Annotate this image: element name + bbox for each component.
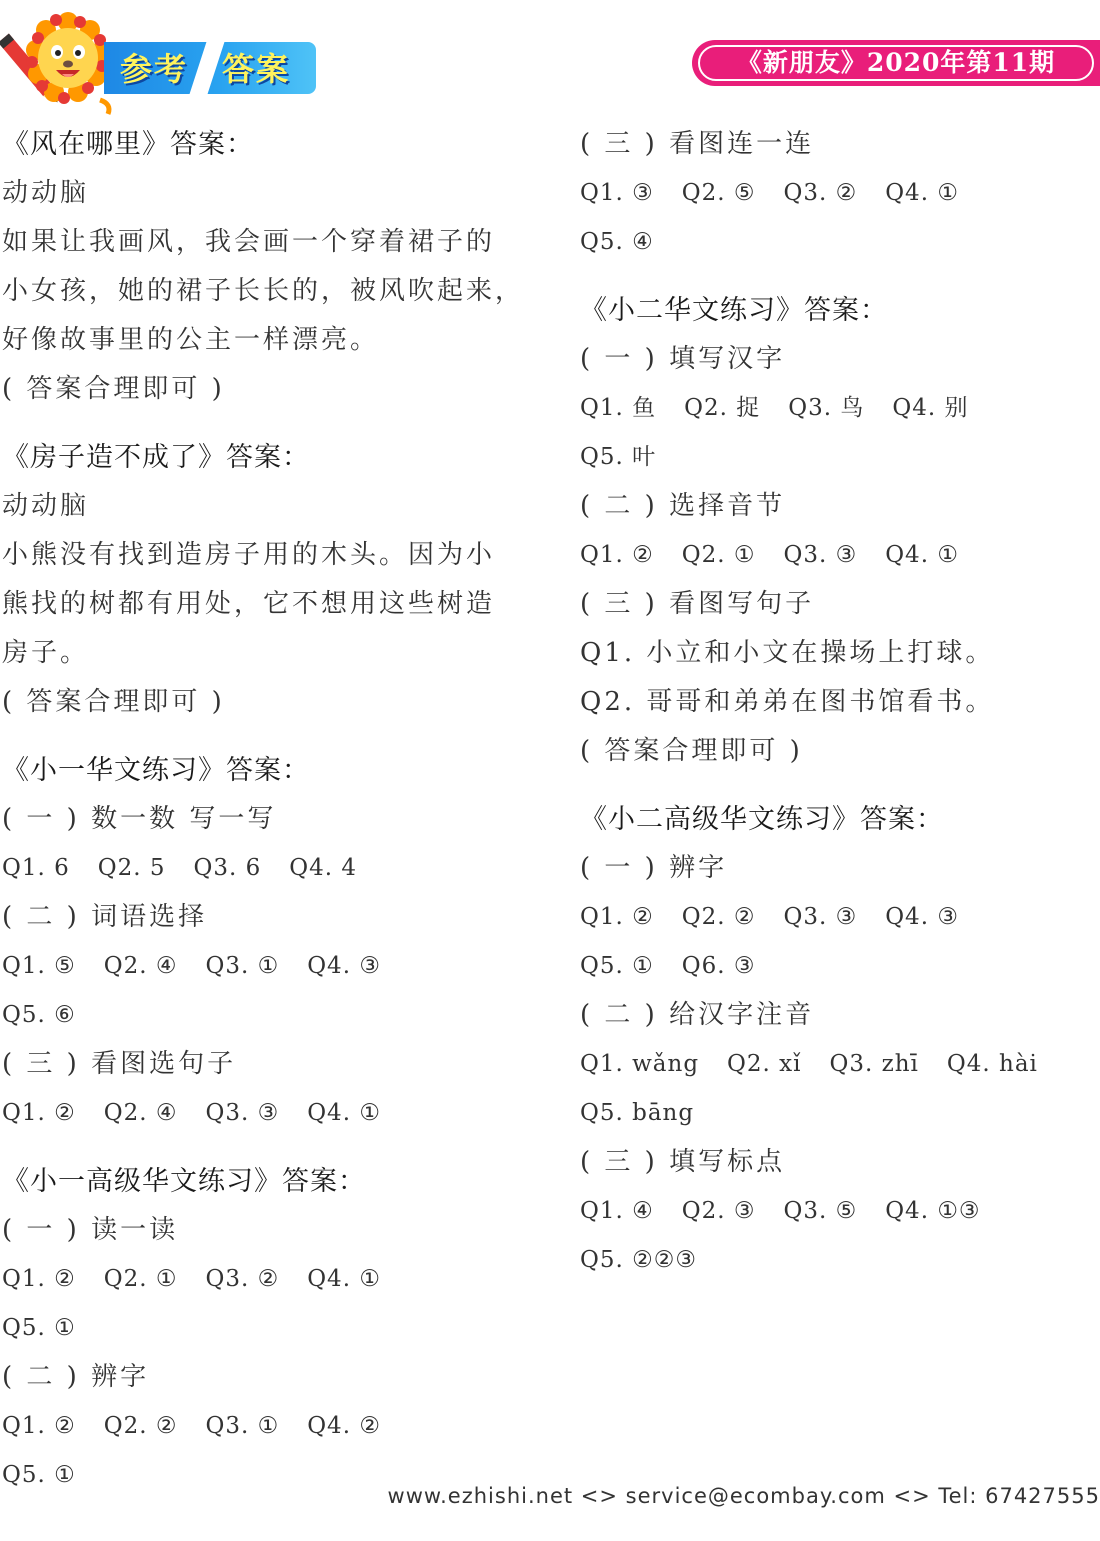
answer-row xyxy=(580,893,1080,942)
subheading: 动动脑 xyxy=(2,491,90,521)
answer-item: Q2. ② xyxy=(103,1413,178,1439)
answer-item: Q1. wǎng xyxy=(580,1051,700,1077)
answer-item: Q5. bāng xyxy=(580,1100,695,1126)
answer-item: Q3. ③ xyxy=(783,542,858,568)
answer-row xyxy=(2,1089,542,1138)
subheading: 动动脑 xyxy=(2,178,90,208)
answer-text: 熊找的树都有用处，它不想用这些树造 xyxy=(2,589,496,619)
answer-item: Q4. ③ xyxy=(307,953,381,979)
answer-item: Q2. ③ xyxy=(681,1198,756,1224)
answer-text: Q2. 哥哥和弟弟在图书馆看书。 xyxy=(580,687,995,717)
issue-label: 《新朋友》2020年第11期 xyxy=(698,45,1094,81)
left-column xyxy=(2,120,542,1500)
section-title: 《小二华文练习》答案： xyxy=(580,295,888,326)
answer-item: Q4. 别 xyxy=(892,395,969,421)
answer-row xyxy=(580,1236,1080,1285)
answer-item: Q2. xǐ xyxy=(727,1051,802,1077)
section-title: 《房子造不成了》答案： xyxy=(2,442,310,473)
answer-item: Q4. ① xyxy=(307,1266,381,1292)
answer-item: Q4. ① xyxy=(885,180,959,206)
answer-item: Q5. ① xyxy=(2,1315,76,1341)
answer-item: Q3. ① xyxy=(205,1413,280,1439)
answer-item: Q5. 叶 xyxy=(580,444,657,470)
part-heading: ( 二 ) 词语选择 xyxy=(2,902,208,932)
banner-label-part1: 参考 xyxy=(120,50,189,88)
part-heading: ( 一 ) 读一读 xyxy=(2,1215,179,1245)
answer-item: Q2. ① xyxy=(103,1266,178,1292)
answer-item: Q4. ①③ xyxy=(885,1198,981,1224)
section-title: 《小一高级华文练习》答案： xyxy=(2,1166,366,1197)
answer-item: Q5. ⑥ xyxy=(2,1002,76,1028)
section-title: 《风在哪里》答案： xyxy=(2,129,254,160)
answer-item: Q4. ① xyxy=(307,1100,381,1126)
answer-item: Q1. ④ xyxy=(580,1198,654,1224)
answer-item: Q2. ② xyxy=(681,904,756,930)
part-heading: ( 二 ) 给汉字注音 xyxy=(580,1000,815,1030)
section-title: 《小一华文练习》答案： xyxy=(2,755,310,786)
answer-item: Q3. ② xyxy=(783,180,858,206)
answer-row xyxy=(2,1402,542,1451)
answer-note: ( 答案合理即可 ) xyxy=(580,736,803,766)
answer-row xyxy=(580,433,1080,482)
answer-item: Q3. 6 xyxy=(193,855,262,881)
part-heading: ( 三 ) 看图连一连 xyxy=(580,129,815,159)
answer-item: Q2. ④ xyxy=(103,1100,178,1126)
answer-item: Q3. ② xyxy=(205,1266,280,1292)
answer-item: Q1. ② xyxy=(2,1266,76,1292)
answer-text: 房子。 xyxy=(2,638,90,668)
answer-row xyxy=(2,991,542,1040)
footer-contact: www.ezhishi.net <> service@ecombay.com <> Tel: 67427555 xyxy=(387,1484,1100,1508)
answer-item: Q4. ③ xyxy=(885,904,959,930)
answer-item: Q5. ① xyxy=(580,953,654,979)
answer-row xyxy=(580,531,1080,580)
answer-item: Q1. ⑤ xyxy=(2,953,76,979)
answer-row xyxy=(580,169,1080,218)
part-heading: ( 二 ) 辨字 xyxy=(2,1362,150,1392)
answer-item: Q1. ② xyxy=(2,1413,76,1439)
answer-item: Q5. ① xyxy=(2,1462,76,1488)
answer-text: Q1. 小立和小文在操场上打球。 xyxy=(580,638,995,668)
answer-item: Q4. hài xyxy=(946,1051,1038,1077)
part-heading: ( 一 ) 填写汉字 xyxy=(580,344,786,374)
answer-item: Q3. ⑤ xyxy=(783,1198,858,1224)
answer-item: Q2. ⑤ xyxy=(681,180,756,206)
answer-item: Q5. ④ xyxy=(580,229,654,255)
answer-item: Q4. 4 xyxy=(289,855,357,881)
answer-item: Q2. 捉 xyxy=(684,395,761,421)
answer-row xyxy=(2,1304,542,1353)
answer-row xyxy=(580,384,1080,433)
answer-text: 小女孩，她的裙子长长的，被风吹起来， xyxy=(2,276,525,306)
answer-item: Q4. ② xyxy=(307,1413,381,1439)
answer-item: Q1. ② xyxy=(580,904,654,930)
answer-note: ( 答案合理即可 ) xyxy=(2,687,225,717)
banner-label-part2: 答案 xyxy=(222,50,291,88)
part-heading: ( 三 ) 看图写句子 xyxy=(580,589,815,619)
answer-note: ( 答案合理即可 ) xyxy=(2,374,225,404)
answer-item: Q1. ② xyxy=(580,542,654,568)
part-heading: ( 三 ) 看图选句子 xyxy=(2,1049,237,1079)
answer-item: Q3. zhī xyxy=(829,1051,919,1077)
answer-item: Q3. ③ xyxy=(783,904,858,930)
answer-item: Q1. 6 xyxy=(2,855,70,881)
answer-text: 如果让我画风，我会画一个穿着裙子的 xyxy=(2,227,496,257)
answer-item: Q1. 鱼 xyxy=(580,395,657,421)
answer-item: Q3. 鸟 xyxy=(788,395,865,421)
answer-item: Q1. ② xyxy=(2,1100,76,1126)
answer-row xyxy=(2,844,542,893)
answer-row xyxy=(2,942,542,991)
answer-row xyxy=(580,1187,1080,1236)
right-column xyxy=(580,120,1080,1285)
answer-item: Q5. ②②③ xyxy=(580,1247,697,1273)
answer-item: Q4. ① xyxy=(885,542,959,568)
answer-item: Q1. ③ xyxy=(580,180,654,206)
issue-badge xyxy=(692,40,1100,86)
answer-item: Q2. 5 xyxy=(97,855,166,881)
answer-row xyxy=(580,942,1080,991)
answer-item: Q6. ③ xyxy=(681,953,756,979)
answer-row xyxy=(580,1040,1080,1089)
answer-row xyxy=(580,218,1080,267)
section-title: 《小二高级华文练习》答案： xyxy=(580,804,944,835)
answer-text: 小熊没有找到造房子用的木头。因为小 xyxy=(2,540,496,570)
answer-item: Q3. ① xyxy=(205,953,280,979)
answer-item: Q2. ① xyxy=(681,542,756,568)
answer-row xyxy=(580,1089,1080,1138)
part-heading: ( 三 ) 填写标点 xyxy=(580,1147,786,1177)
answer-text: 好像故事里的公主一样漂亮。 xyxy=(2,325,380,355)
part-heading: ( 一 ) 数一数 写一写 xyxy=(2,804,277,834)
answer-item: Q3. ③ xyxy=(205,1100,280,1126)
part-heading: ( 一 ) 辨字 xyxy=(580,853,728,883)
answer-item: Q2. ④ xyxy=(103,953,178,979)
part-heading: ( 二 ) 选择音节 xyxy=(580,491,786,521)
answer-row xyxy=(2,1255,542,1304)
